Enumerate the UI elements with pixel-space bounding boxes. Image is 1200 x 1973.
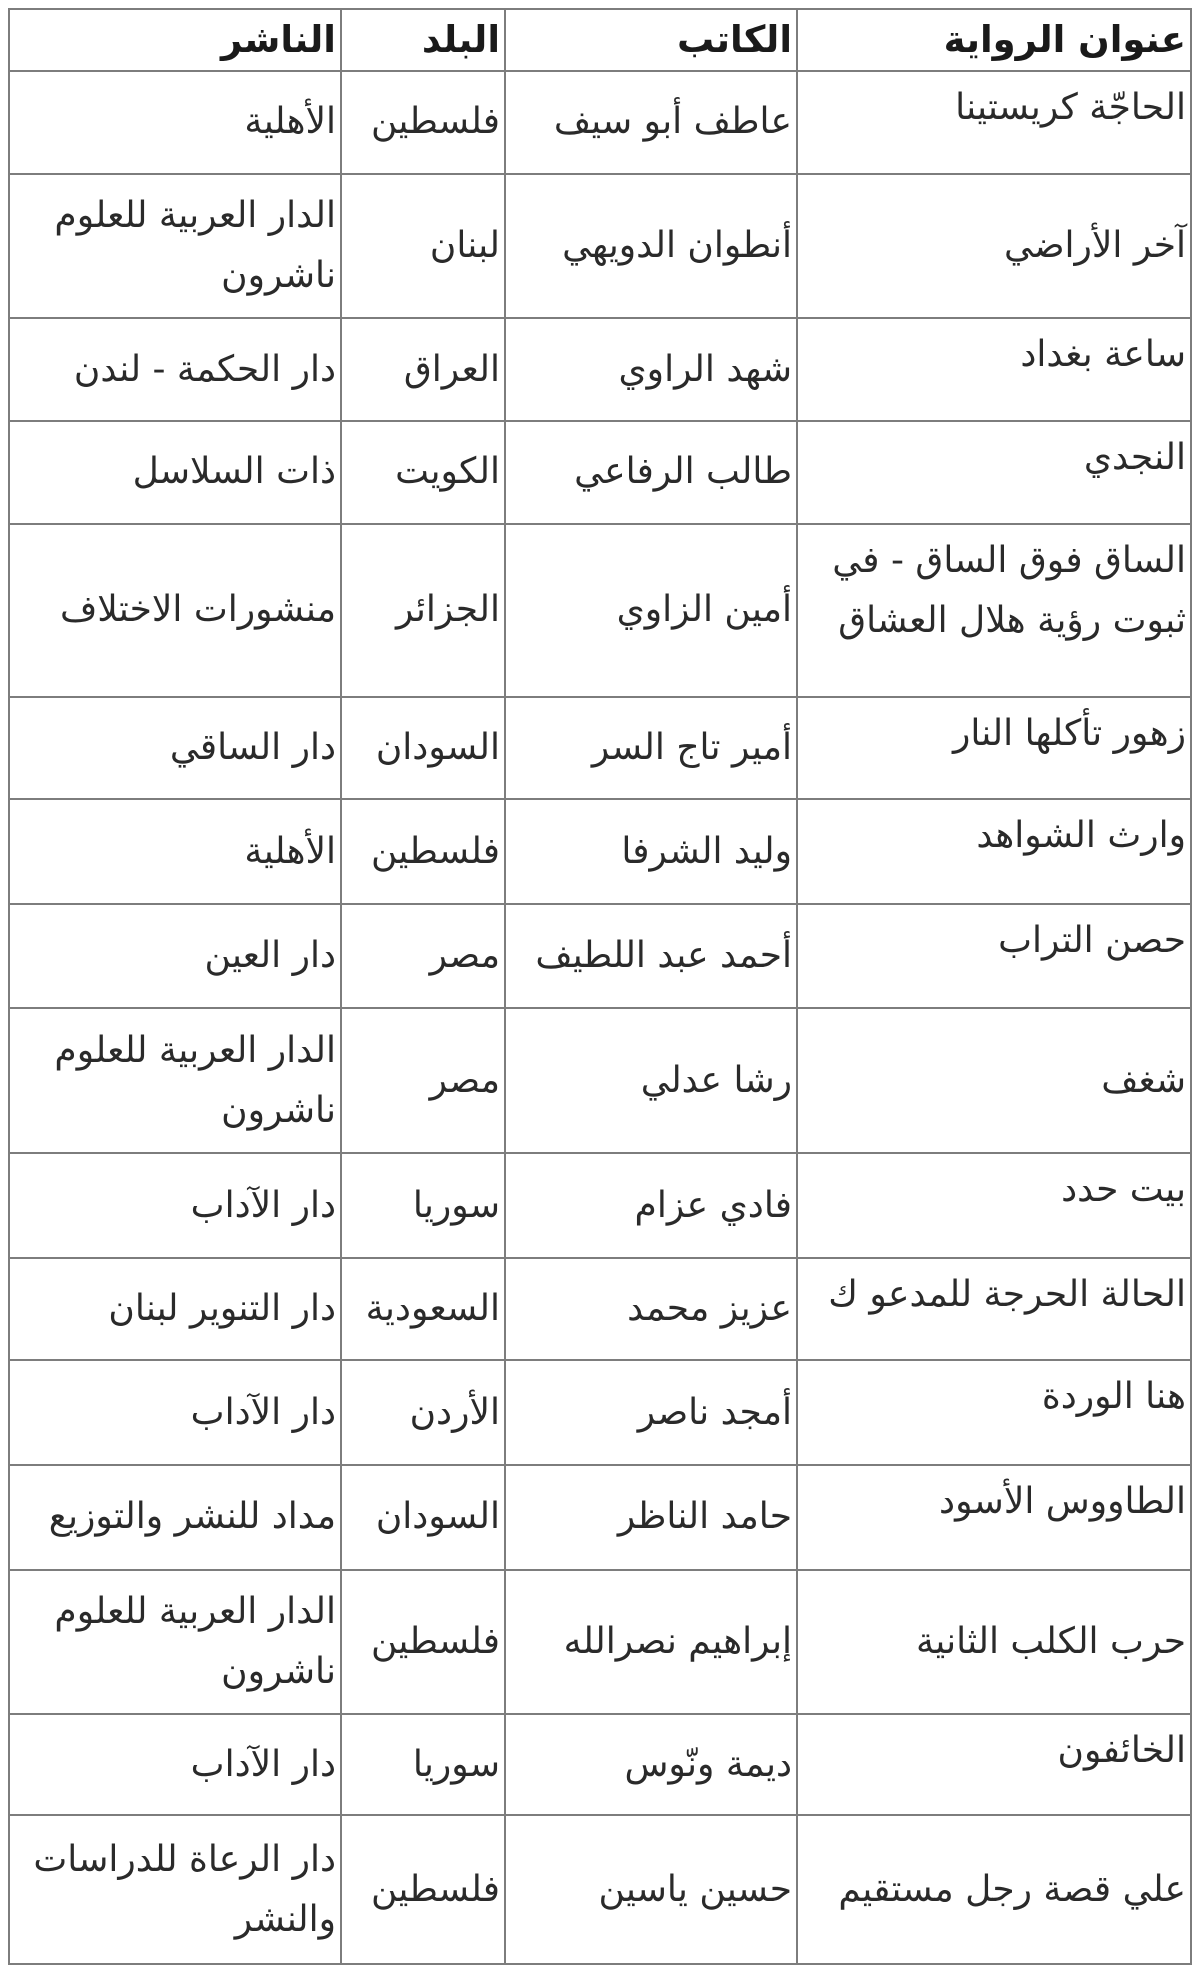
- novel-title: الخائفون: [797, 1714, 1191, 1815]
- novel-publisher: دار التنوير لبنان: [9, 1258, 341, 1361]
- table-row: [9, 1008, 1191, 1153]
- novel-title: الساق فوق الساق - في ثبوت رؤية هلال العشاق: [797, 524, 1191, 697]
- table-row: [9, 71, 1191, 174]
- novel-author: أنطوان الدويهي: [505, 174, 797, 319]
- table-body: [9, 71, 1191, 1964]
- novel-publisher: دار الآداب: [9, 1360, 341, 1465]
- novel-country: مصر: [341, 1008, 505, 1153]
- table-row: [9, 1815, 1191, 1964]
- novel-publisher: مداد للنشر والتوزيع: [9, 1465, 341, 1570]
- novel-title: علي قصة رجل مستقيم: [797, 1815, 1191, 1964]
- table-row: [9, 904, 1191, 1009]
- table-row: [9, 421, 1191, 524]
- novel-title: الحالة الحرجة للمدعو ك: [797, 1258, 1191, 1361]
- novel-country: سوريا: [341, 1153, 505, 1258]
- novel-publisher: دار الساقي: [9, 697, 341, 800]
- table-header: [9, 9, 1191, 71]
- novel-publisher: دار العين: [9, 904, 341, 1009]
- novel-title: زهور تأكلها النار: [797, 697, 1191, 800]
- novel-author: حامد الناظر: [505, 1465, 797, 1570]
- novel-country: لبنان: [341, 174, 505, 319]
- novel-author: أمجد ناصر: [505, 1360, 797, 1465]
- novel-country: فلسطين: [341, 71, 505, 174]
- novel-author: إبراهيم نصرالله: [505, 1570, 797, 1715]
- novel-country: فلسطين: [341, 799, 505, 904]
- table-row: [9, 318, 1191, 421]
- novel-country: السودان: [341, 1465, 505, 1570]
- novel-country: العراق: [341, 318, 505, 421]
- novel-publisher: الدار العربية للعلوم ناشرون: [9, 1008, 341, 1153]
- novel-author: وليد الشرفا: [505, 799, 797, 904]
- novel-country: مصر: [341, 904, 505, 1009]
- novel-country: الكويت: [341, 421, 505, 524]
- novel-publisher: الدار العربية للعلوم ناشرون: [9, 1570, 341, 1715]
- novel-country: الأردن: [341, 1360, 505, 1465]
- novel-title: بيت حدد: [797, 1153, 1191, 1258]
- novel-country: الجزائر: [341, 524, 505, 697]
- novel-publisher: دار الحكمة - لندن: [9, 318, 341, 421]
- novel-author: طالب الرفاعي: [505, 421, 797, 524]
- novel-publisher: منشورات الاختلاف: [9, 524, 341, 697]
- header-title: عنوان الرواية: [797, 9, 1191, 71]
- novel-author: حسين ياسين: [505, 1815, 797, 1964]
- novel-title: الحاجّة كريستينا: [797, 71, 1191, 174]
- novel-title: وارث الشواهد: [797, 799, 1191, 904]
- novel-country: سوريا: [341, 1714, 505, 1815]
- header-country: البلد: [341, 9, 505, 71]
- table-row: [9, 1465, 1191, 1570]
- novel-author: أمين الزاوي: [505, 524, 797, 697]
- table-row: [9, 799, 1191, 904]
- novel-publisher: ذات السلاسل: [9, 421, 341, 524]
- novel-title: شغف: [797, 1008, 1191, 1153]
- novel-country: فلسطين: [341, 1570, 505, 1715]
- table-row: [9, 1153, 1191, 1258]
- table-row: [9, 524, 1191, 697]
- novel-title: الطاووس الأسود: [797, 1465, 1191, 1570]
- header-row: [9, 9, 1191, 71]
- novel-publisher: دار الآداب: [9, 1714, 341, 1815]
- novel-title: هنا الوردة: [797, 1360, 1191, 1465]
- novel-author: أمير تاج السر: [505, 697, 797, 800]
- novel-title: آخر الأراضي: [797, 174, 1191, 319]
- table-row: [9, 697, 1191, 800]
- table-row: [9, 1360, 1191, 1465]
- novel-publisher: دار الرعاة للدراسات والنشر: [9, 1815, 341, 1964]
- novel-title: ساعة بغداد: [797, 318, 1191, 421]
- novel-country: فلسطين: [341, 1815, 505, 1964]
- novel-country: السودان: [341, 697, 505, 800]
- novel-author: أحمد عبد اللطيف: [505, 904, 797, 1009]
- novel-title: حرب الكلب الثانية: [797, 1570, 1191, 1715]
- table-row: [9, 1714, 1191, 1815]
- header-author: الكاتب: [505, 9, 797, 71]
- novel-author: ديمة ونّوس: [505, 1714, 797, 1815]
- table-row: [9, 1258, 1191, 1361]
- novel-author: عزيز محمد: [505, 1258, 797, 1361]
- novel-country: السعودية: [341, 1258, 505, 1361]
- novel-author: شهد الراوي: [505, 318, 797, 421]
- novel-title: حصن التراب: [797, 904, 1191, 1009]
- novel-publisher: دار الآداب: [9, 1153, 341, 1258]
- novel-author: فادي عزام: [505, 1153, 797, 1258]
- table-row: [9, 1570, 1191, 1715]
- novels-table: [8, 8, 1192, 1965]
- header-publisher: الناشر: [9, 9, 341, 71]
- table-row: [9, 174, 1191, 319]
- novel-title: النجدي: [797, 421, 1191, 524]
- novel-publisher: الأهلية: [9, 71, 341, 174]
- novel-author: رشا عدلي: [505, 1008, 797, 1153]
- novel-publisher: الدار العربية للعلوم ناشرون: [9, 174, 341, 319]
- novel-publisher: الأهلية: [9, 799, 341, 904]
- novel-author: عاطف أبو سيف: [505, 71, 797, 174]
